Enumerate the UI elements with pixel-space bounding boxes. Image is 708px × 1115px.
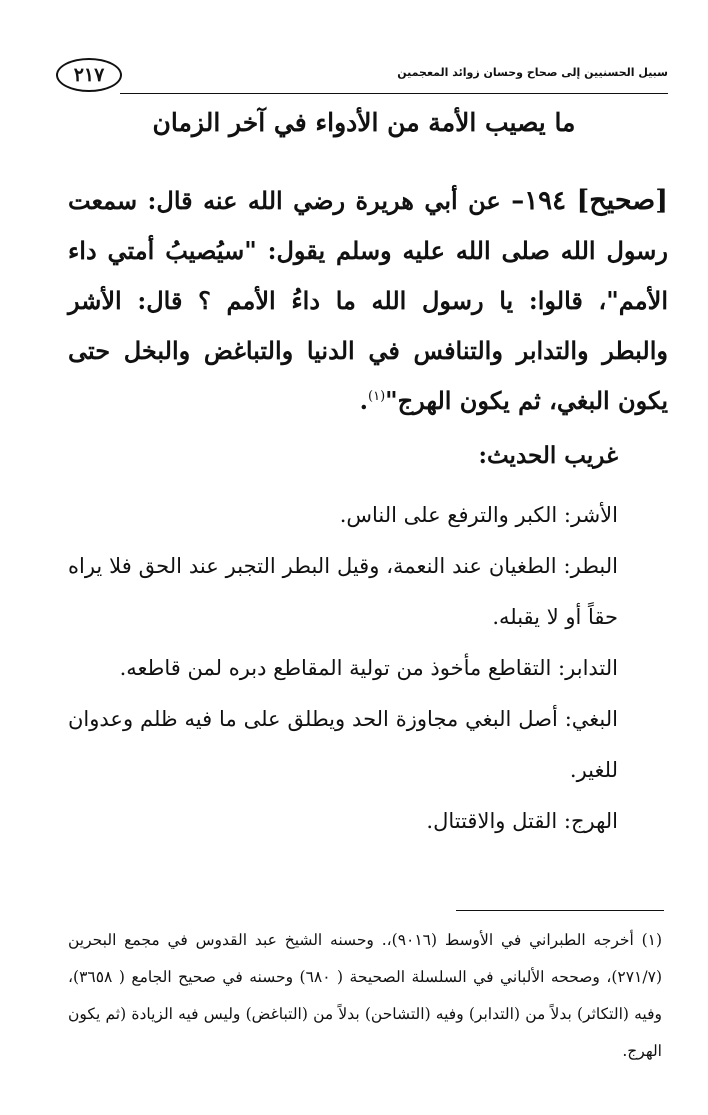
running-title: سبيل الحسنيين إلى صحاح وحسان زوائد المعجمين	[397, 66, 668, 79]
page-header	[56, 56, 668, 96]
footnote-reference[interactable]: (١)	[368, 389, 386, 404]
gharib-definitions	[68, 490, 618, 847]
definition-item: البطر: الطغيان عند النعمة، وقيل البطر التجبر عند الحق فلا يراه حقاً أو لا يقبله.	[68, 554, 618, 629]
page-number: ٢١٧	[56, 58, 122, 92]
chapter-title: ما يصيب الأمة من الأدواء في آخر الزمان	[152, 108, 576, 137]
definition-item: الأشر: الكبر والترفع على الناس.	[339, 503, 618, 527]
definition-item: الهرج: القتل والاقتتال.	[426, 809, 618, 833]
hadith-body: عن أبي هريرة رضي الله عنه قال: سمعت رسول الله صلى الله عليه وسلم يقول: "سيُصيبُ أمتي داء الأمم"، قالوا: يا رسول الله ما داءُ الأمم ؟ قال: الأشر والبطر والتدابر والتنافس في الدنيا والتباغض والبخل حتى يكون البغي، ثم يكون الهرج"	[68, 186, 668, 415]
definition-item: البغي: أصل البغي مجاوزة الحد ويطلق على ما فيه ظلم وعدوان للغير.	[68, 707, 618, 782]
header-rule	[120, 93, 668, 94]
gharib-heading: غريب الحديث:	[478, 442, 618, 469]
hadith-grade: [صحيح]	[576, 185, 669, 216]
definition-item: التدابر: التقاطع مأخوذ من تولية المقاطع دبره لمن قاطعه.	[119, 656, 618, 680]
hadith-text: [صحيح] ١٩٤– عن أبي هريرة رضي الله عنه قال: سمعت رسول الله صلى الله عليه وسلم يقول: "سيُصيبُ أمتي داء الأمم"، قالوا: يا رسول الله ما داءُ الأمم ؟ قال: الأشر والبطر والتدابر والتنافس في الدنيا والتباغض والبخل حتى يكون البغي، ثم يكون الهرج"$^{(١)}$.	[68, 185, 669, 415]
footnote-text: (١) أخرجه الطبراني في الأوسط (٩٠١٦)،. وحسنه الشيخ عبد القدوس في مجمع البحرين (٢٧١/٧)، وصححه الألباني في السلسلة الصحيحة ( ٦٨٠) وحسنه في صحيح الجامع ( ٣٦٥٨)، وفيه (التكاثر) بدلاً من (التدابر) وفيه (التشاحن) بدلاً من (التباغض) وليس فيه الزيادة (ثم يكون الهرج.	[68, 931, 663, 1060]
footnote	[68, 922, 662, 1070]
footnote-rule	[456, 910, 664, 911]
hadith-number: ١٩٤–	[511, 186, 567, 216]
